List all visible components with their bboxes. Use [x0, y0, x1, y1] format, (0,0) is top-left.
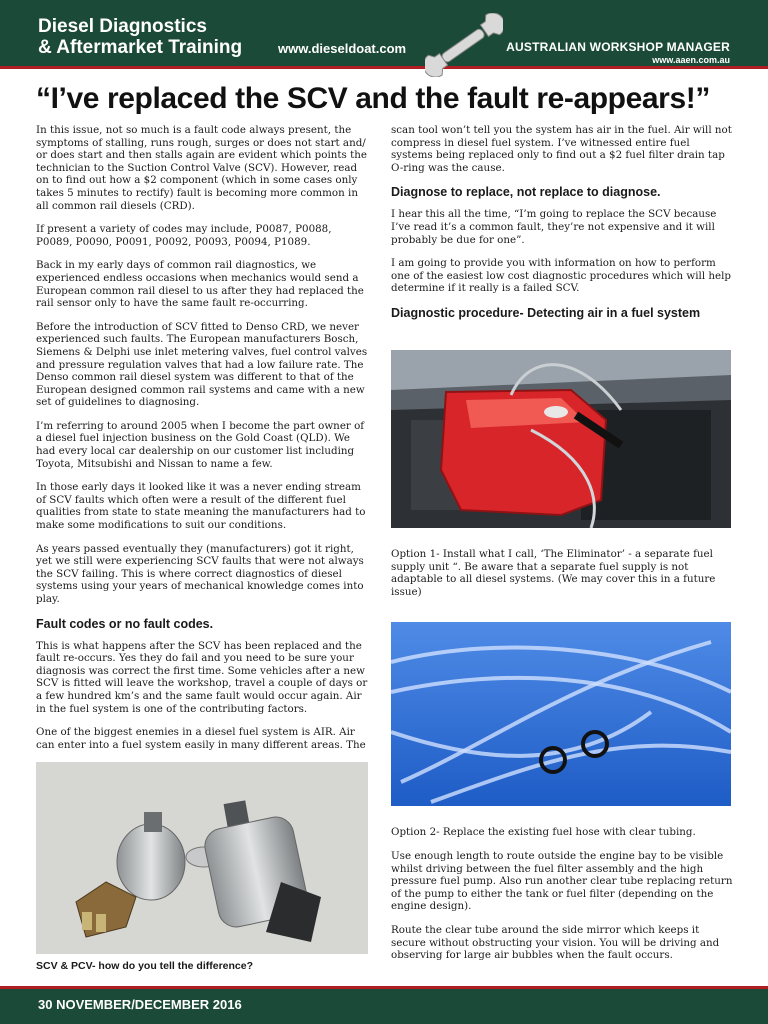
paragraph: If present a variety of codes may include, P0087, P0088, P0089, P0090, P0091, P0092, P0093, P0094, P1089. — [36, 223, 332, 248]
eliminator-photo — [391, 350, 731, 528]
paragraph: Before the introduction of SCV fitted to Denso CRD, we never experienced such faults. The European manufacturers Bosch, Siemens & Delphi use inlet metering valves, fuel control valves and pressure regulation valves that had a low failure rate. The Denso common rail diesel system was different to that of the European designed common rail systems and came with a new set of guidelines to diagnosing. — [36, 320, 368, 409]
subheading-fault-codes: Fault codes or no fault codes. — [36, 616, 214, 631]
site-url[interactable]: www.dieseldoat.com — [278, 41, 407, 56]
subheading-procedure: Diagnostic procedure- Detecting air in a fuel system — [391, 305, 701, 320]
right-column-top — [391, 124, 733, 329]
page-number-and-issue: 30 NOVEMBER/DECEMBER 2016 — [38, 997, 242, 1012]
wrench-icon — [425, 13, 503, 77]
brand-title-line-2: & Aftermarket Training — [38, 37, 243, 58]
paragraph: Use enough length to route outside the engine bay to be visible whilst driving between the fuel filter assembly and the high pressure fuel pump. Also run another clear tube replacing return of the pump to either the tank or fuel filter (depending on the engine design). — [391, 850, 733, 913]
paragraph: Route the clear tube around the side mirror which keeps it secure without obstructing your vision. You will be driving and observing for large air bubbles when the fault occurs. — [391, 923, 720, 962]
article-headline: “I’ve replaced the SCV and the fault re-appears!” — [36, 82, 710, 115]
magazine-url[interactable]: www.aaen.com.au — [652, 55, 730, 65]
right-column-bottom — [391, 850, 733, 973]
paragraph: scan tool won’t tell you the system has air in the fuel. Air will not compress in diesel fuel system. I’ve witnessed entire fuel systems being replaced only to find out a $2 fuel filter drain tap O-ring was the cause. — [391, 124, 732, 174]
paragraph: As years passed eventually they (manufacturers) got it right, yet we still were experiencing SCV faults that were not always the SCV failing. This is where correct diagnostics of diesel systems using your years of mechanical knowledge comes into play. — [36, 542, 364, 605]
paragraph: In this issue, not so much is a fault code always present, the symptoms of stalling, runs rough, surges or does not start and/ or does start and then stalls again are evident which points the technician to the Suction Control Valve (SCV). However, read on to find out how a $2 component (which in some cases only takes 5 minutes to rectify) fault is becoming more common in all common rail diesels (CRD). — [36, 124, 367, 212]
clear-tubing-photo — [391, 622, 731, 806]
brand-title-line-1: Diesel Diagnostics — [38, 16, 207, 37]
subheading-diagnose: Diagnose to replace, not replace to diagnose. — [391, 185, 661, 200]
header-divider — [0, 66, 768, 69]
option1-caption: Option 1- Install what I call, ‘The Eliminator’ - a separate fuel supply unit “. Be aware that a separate fuel supply is not adaptable to all diesel systems. (We may cover this in a future issue) — [391, 548, 716, 598]
paragraph: One of the biggest enemies in a diesel fuel system is AIR. Air can enter into a fuel system easily in many different areas. The — [36, 726, 366, 751]
option2-caption: Option 2- Replace the existing fuel hose with clear tubing. — [391, 826, 696, 838]
paragraph: This is what happens after the SCV has been replaced and the fault re-occurs. Yes they do fail and you need to be sure your diagnosis was correct the first time. Some vehicles after a new SCV is fitted will leave the workshop, travel a couple of days or a few hundred km’s and the same fault would occur again. Air in the fuel system is one of the contributing factors. — [36, 639, 368, 715]
paragraph: I hear this all the time, “I’m going to replace the SCV because I’ve read it’s a common fault, they’re not expensive and it will probably be due for one”. — [391, 208, 717, 246]
paragraph: I am going to provide you with information on how to perform one of the easiest low cost diagnostic procedures which will help determine if it really is a failed SCV. — [391, 257, 732, 295]
paragraph: I’m referring to around 2005 when I become the part owner of a diesel fuel injection business on the Gold Coast (QLD). We had every local car dealership on our customer list including Toyota, Mitsubishi and Nissan to name a few. — [36, 419, 365, 470]
paragraph: Back in my early days of common rail diagnostics, we experienced endless occasions when mechanics would send a European common rail diesel to us after they had replaced the rail sensor only to have the same fault re-occurring. — [36, 259, 364, 310]
left-column — [36, 124, 368, 762]
paragraph: In those early days it looked like it was a never ending stream of SCV faults which often were a result of the different fuel qualities from state to state meaning the manufacturers had to make some modifications to suit our conditions. — [36, 481, 366, 532]
magazine-name: AUSTRALIAN WORKSHOP MANAGER — [506, 40, 730, 54]
scv-pcv-photo — [36, 762, 368, 954]
scv-photo-caption: SCV & PCV- how do you tell the difference? — [36, 960, 254, 972]
